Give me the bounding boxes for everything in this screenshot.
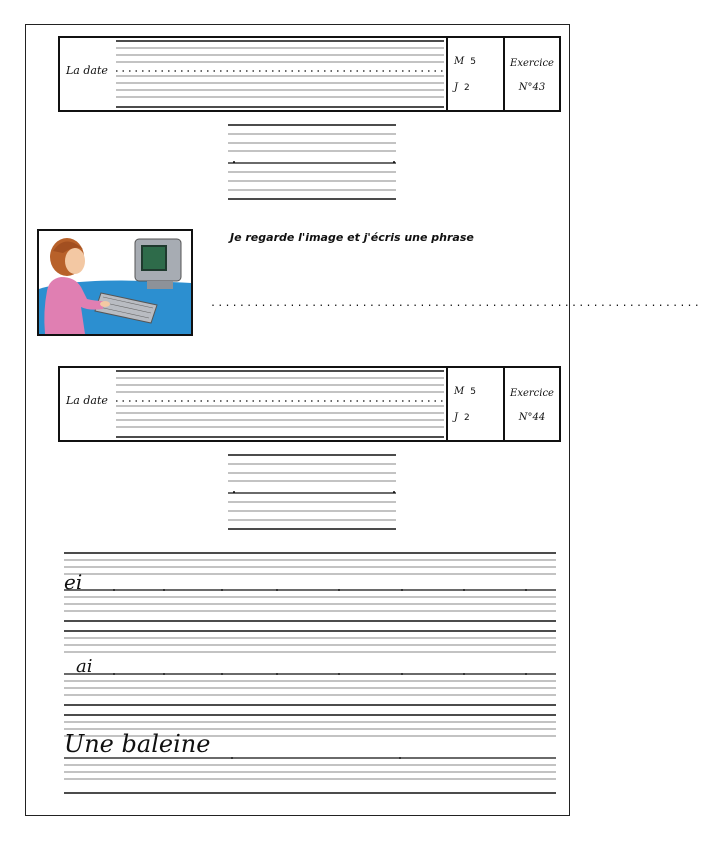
model-word-ei: ei — [64, 570, 83, 594]
exercise-cell — [503, 38, 559, 110]
model-phrase-une-baleine: Une baleine — [64, 730, 211, 758]
day-value: 2 — [464, 413, 470, 423]
date-writing-lines — [114, 368, 446, 440]
day-line — [454, 412, 470, 423]
day-line — [454, 82, 470, 93]
period-cell — [446, 368, 503, 440]
computer-girl-illustration — [37, 229, 193, 336]
month-line — [454, 56, 476, 67]
month-label: M — [454, 56, 465, 67]
period-cell — [446, 38, 503, 110]
exercise-label: Exercice — [510, 388, 554, 399]
handwriting-practice-lines — [64, 545, 558, 797]
day-label: J — [454, 412, 459, 423]
month-value: 5 — [470, 57, 476, 67]
date-writing-lines — [114, 38, 446, 110]
date-label: La date — [66, 64, 108, 77]
sentence-answer-line[interactable]: .................................................................... — [210, 298, 701, 309]
month-value: 5 — [470, 387, 476, 397]
day-value: 2 — [464, 83, 470, 93]
exercise-cell — [503, 368, 559, 440]
exercise-number: N°44 — [518, 412, 546, 423]
month-line — [454, 386, 476, 397]
small-writing-lines-2 — [226, 452, 398, 532]
day-label: J — [454, 82, 459, 93]
picture-instruction: Je regarde l'image et j'écris une phrase — [230, 231, 474, 244]
exercise-number: N°43 — [518, 82, 546, 93]
small-writing-lines-1 — [226, 122, 398, 202]
model-word-ai: ai — [76, 656, 93, 677]
exercise-header-44 — [58, 366, 561, 442]
month-label: M — [454, 386, 465, 397]
date-label: La date — [66, 394, 108, 407]
exercise-label: Exercice — [510, 58, 554, 69]
exercise-header-43 — [58, 36, 561, 112]
